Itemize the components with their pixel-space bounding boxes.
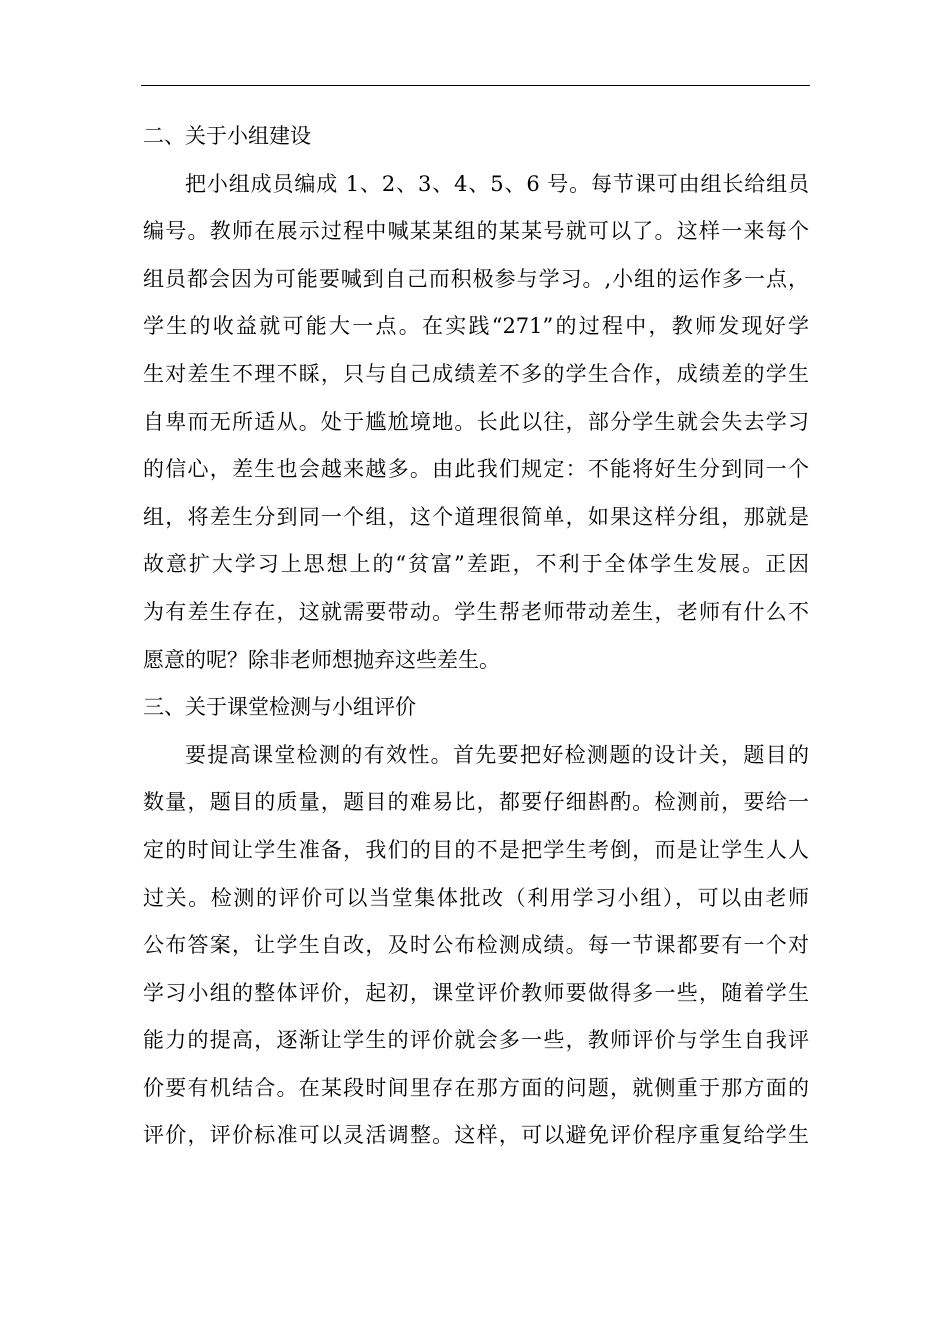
text-line: 愿意的呢？除非老师想抛弃这些差生。 bbox=[143, 647, 500, 672]
header-rule bbox=[141, 85, 810, 86]
text-line: 价要有机结合。在某段时间里存在那方面的问题，就侧重于那方面的 bbox=[143, 1075, 809, 1100]
text-line: 学习小组的整体评价，起初，课堂评价教师要做得多一些，随着学生 bbox=[143, 980, 809, 1005]
text-line: 生对差生不理不睬，只与自己成绩差不多的学生合作，成绩差的学生 bbox=[143, 361, 809, 386]
text-line: 组，将差生分到同一个组，这个道理很简单，如果这样分组，那就是 bbox=[143, 504, 809, 529]
text-line: 公布答案，让学生自改，及时公布检测成绩。每一节课都要有一个对 bbox=[143, 933, 809, 958]
text-line: 评价，评价标准可以灵活调整。这样，可以避免评价程序重复给学生 bbox=[143, 1123, 809, 1148]
text-line: 能力的提高，逐渐让学生的评价就会多一些，教师评价与学生自我评 bbox=[143, 1028, 809, 1053]
paragraph-classroom-testing bbox=[143, 732, 809, 1160]
text-line: 编号。教师在展示过程中喊某某组的某某号就可以了。这样一来每个 bbox=[143, 219, 809, 244]
paragraph-group-building bbox=[143, 161, 809, 685]
document-body bbox=[143, 113, 809, 1160]
text-line: 组员都会因为可能要喊到自己而积极参与学习。,小组的运作多一点， bbox=[143, 266, 809, 291]
text-line: 把小组成员编成 1、2、3、4、5、6 号。每节课可由组长给组员 bbox=[185, 171, 809, 196]
text-line: 故意扩大学习上思想上的“贫富”差距，不利于全体学生发展。正因 bbox=[143, 552, 809, 577]
text-line: 的信心，差生也会越来越多。由此我们规定：不能将好生分到同一个 bbox=[143, 457, 809, 482]
section-heading-2: 二、关于小组建设 bbox=[143, 124, 311, 148]
text-line: 学生的收益就可能大一点。在实践“271”的过程中，教师发现好学 bbox=[143, 314, 809, 339]
text-line: 为有差生存在，这就需要带动。学生帮老师带动差生，老师有什么不 bbox=[143, 599, 809, 624]
section-heading-3: 三、关于课堂检测与小组评价 bbox=[143, 695, 416, 720]
text-line: 数量，题目的质量，题目的难易比，都要仔细斟酌。检测前，要给一 bbox=[143, 790, 809, 815]
text-line: 定的时间让学生准备，我们的目的不是把学生考倒，而是让学生人人 bbox=[143, 837, 809, 862]
text-line: 过关。检测的评价可以当堂集体批改（利用学习小组），可以由老师 bbox=[143, 885, 809, 910]
text-line: 自卑而无所适从。处于尴尬境地。长此以往，部分学生就会失去学习 bbox=[143, 409, 809, 434]
text-line: 要提高课堂检测的有效性。首先要把好检测题的设计关，题目的 bbox=[185, 742, 809, 767]
